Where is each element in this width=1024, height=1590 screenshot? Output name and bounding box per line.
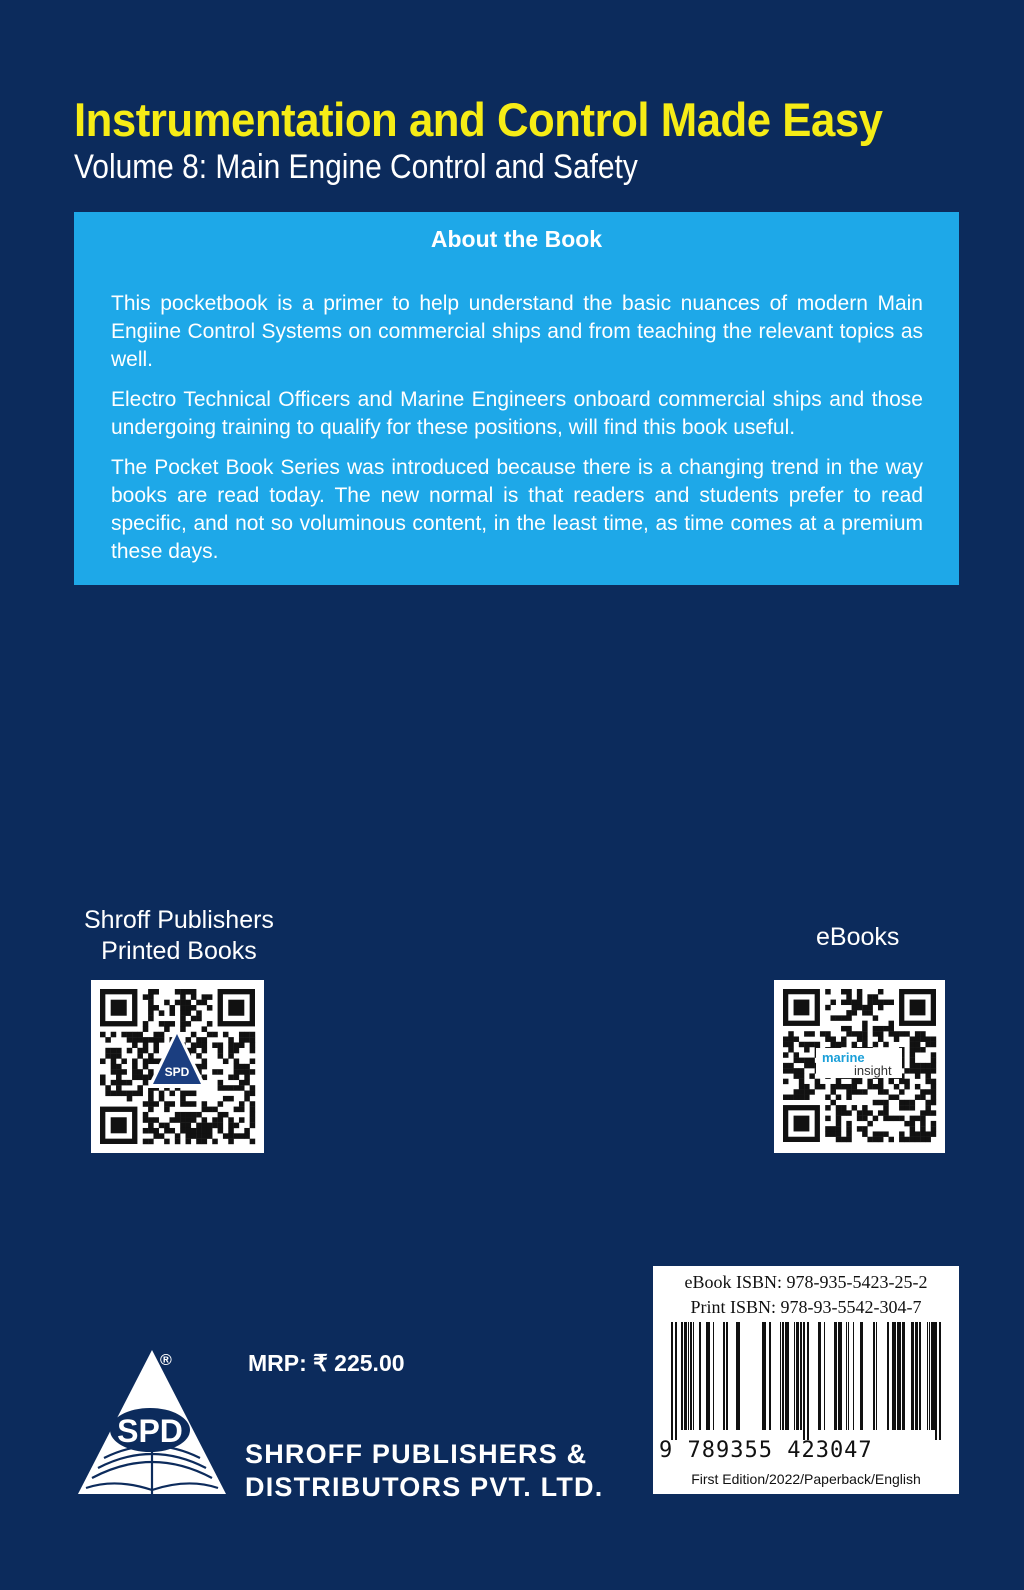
printed-books-qr-code[interactable] bbox=[91, 980, 264, 1153]
about-paragraph: The Pocket Book Series was introduced because there is a changing trend in the way books are read today. The new normal is that readers and students prefer to read specific, and not so voluminous content, in the least time, as time comes at a premium these days. bbox=[111, 456, 923, 563]
about-heading: About the Book bbox=[430, 226, 603, 252]
book-subtitle: Volume 8: Main Engine Control and Safety bbox=[74, 148, 638, 186]
barcode-icon bbox=[663, 1322, 949, 1440]
svg-text:marine: marine bbox=[822, 1050, 865, 1065]
registered-mark: ® bbox=[160, 1352, 172, 1369]
printed-books-label-line2: Printed Books bbox=[101, 937, 257, 965]
about-paragraph: This pocketbook is a primer to help understand the basic nuances of modern Main Engiine Control Systems on commercial ships and from teaching the relevant topics as well. bbox=[111, 292, 923, 371]
svg-text:insight: insight bbox=[854, 1063, 892, 1078]
publisher-name-line1: SHROFF PUBLISHERS & bbox=[245, 1439, 588, 1469]
publisher-name-line2: DISTRIBUTORS PVT. LTD. bbox=[245, 1472, 604, 1502]
spd-logo bbox=[76, 1350, 228, 1496]
isbn-barcode-panel bbox=[653, 1266, 959, 1494]
qr-code-icon bbox=[91, 980, 264, 1153]
about-the-book-panel bbox=[74, 212, 959, 585]
spd-logo-text: SPD bbox=[117, 1413, 183, 1449]
barcode-digits: 9 789355 423047 bbox=[659, 1438, 873, 1463]
edition-info: First Edition/2022/Paperback/English bbox=[691, 1471, 921, 1487]
printed-books-label-line1: Shroff Publishers bbox=[84, 906, 274, 934]
about-paragraph: Electro Technical Officers and Marine Engineers onboard commercial ships and those undergoing training to qualify for these positions, will find this book useful. bbox=[111, 388, 923, 439]
print-isbn: Print ISBN: 978-93-5542-304-7 bbox=[690, 1297, 922, 1317]
ebooks-label: eBooks bbox=[816, 923, 900, 951]
ebook-isbn: eBook ISBN: 978-935-5423-25-2 bbox=[684, 1272, 928, 1292]
qr-code-icon bbox=[774, 980, 945, 1153]
printed-books-label bbox=[84, 905, 274, 967]
svg-text:SPD: SPD bbox=[164, 1065, 190, 1079]
mrp-price: MRP: ₹ 225.00 bbox=[248, 1350, 405, 1376]
book-title: Instrumentation and Control Made Easy bbox=[74, 93, 883, 146]
publisher-name bbox=[245, 1438, 603, 1504]
ebooks-qr-code[interactable] bbox=[774, 980, 945, 1153]
